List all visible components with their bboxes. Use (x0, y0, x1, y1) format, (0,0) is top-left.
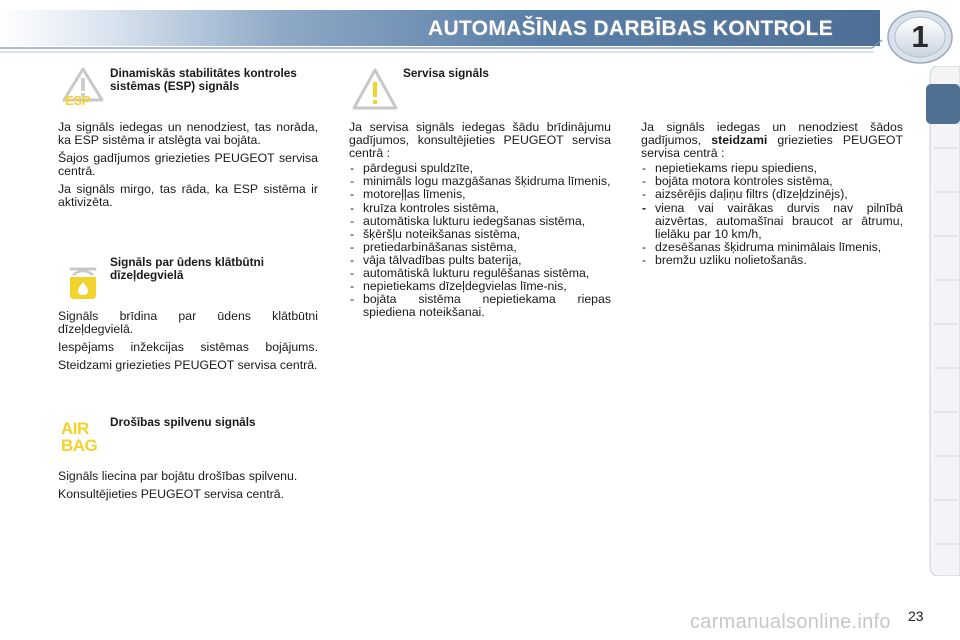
airbag-section-title: Drošības spilvenu signāls (110, 415, 256, 429)
list-item: - dzesēšanas šķidruma minimālais līmenis, (641, 241, 903, 254)
active-chapter-tab[interactable] (926, 84, 960, 124)
airbag-section-body (58, 470, 318, 506)
urgent-intro-before: Ja signāls iedegas un nenodziest šādos gadījumos, (641, 120, 903, 148)
chapter-title: AUTOMAŠĪNAS DARBĪBAS KONTROLE (428, 17, 833, 40)
urgent-intro (641, 121, 903, 160)
list-item: - automātiskā lukturu regulēšanas sistēma, (349, 267, 611, 280)
water-paragraph: Signāls brīdina par ūdens klātbūtni dīzeļdegvielā. (58, 309, 318, 337)
list-item: - automātiska lukturu iedegšanas sistēma, (349, 215, 611, 228)
airbag-icon-line1: AIR (61, 419, 89, 438)
urgent-list (641, 162, 903, 267)
list-item: - pārdegusi spuldzīte, (349, 162, 611, 175)
esp-warning-icon (60, 66, 106, 112)
list-item: - vāja tālvadības pults baterija, (349, 254, 611, 267)
urgent-section-body (641, 121, 903, 267)
list-item: - aizsērējis daļiņu filtrs (dīzeļdzinējs), (641, 188, 903, 201)
water-paragraph: Iespējams inžekcijas sistēmas bojājums. (58, 340, 318, 355)
urgent-intro-bold: steidzami (711, 133, 768, 148)
list-item: - šķēršļu noteikšanas sistēma, (349, 228, 611, 241)
esp-paragraph: Ja signāls iedegas un nenodziest, tas norāda, ka ESP sistēma ir atslēgta vai bojāta. (58, 120, 318, 148)
list-item: - bremžu uzliku nolietošanās. (641, 254, 903, 267)
service-section-title: Servisa signāls (403, 66, 489, 80)
list-item: - pretiedarbināšanas sistēma, (349, 241, 611, 254)
list-item: - kruīza kontroles sistēma, (349, 202, 611, 215)
service-intro: Ja servisa signāls iedegas šādu brīdinājumu gadījumos, konsultējieties PEUGEOT servisa centrā : (349, 120, 611, 161)
water-section-title: Signāls par ūdens klātbūtni dīzeļdegvielā (110, 255, 265, 282)
list-item: - bojāta sistēma nepietiekama riepas spiediena noteikšanai. (349, 293, 611, 319)
list-item: - viena vai vairākas durvis nav pilnībā aizvērtas, automašīnai braucot ar ātrumu, lielāku par 10 km/h, (641, 202, 903, 241)
list-item: - minimāls logu mazgāšanas šķidruma līmenis, (349, 175, 611, 188)
service-section-body (349, 121, 611, 319)
list-item: - nepietiekams riepu spiediens, (641, 162, 903, 175)
urgent-intro-after: griezieties PEUGEOT servisa centrā : (641, 133, 904, 161)
list-item: - motoreļļas līmenis, (349, 188, 611, 201)
chapter-header (0, 0, 960, 58)
chapter-number: 1 (911, 19, 929, 54)
watermark: carmanualsonline.info (690, 611, 891, 633)
esp-icon-label: ESP (65, 93, 91, 108)
airbag-paragraph: Signāls liecina par bojātu drošības spilvenu. (58, 469, 298, 483)
service-list (349, 162, 611, 319)
esp-section-title: Dinamiskās stabilitātes kontroles sistēmas (ESP) signāls (110, 66, 297, 93)
page-number: 23 (908, 608, 924, 624)
water-paragraph: Steidzami griezieties PEUGEOT servisa centrā. (58, 358, 318, 373)
esp-paragraph: Šajos gadījumos griezieties PEUGEOT servisa centrā. (58, 151, 318, 179)
water-section-body (58, 310, 318, 377)
chapter-tab-strip (924, 66, 960, 576)
tab-strip-shape (924, 66, 960, 576)
airbag-icon (61, 420, 107, 466)
esp-paragraph: Ja signāls mirgo, tas rāda, ka ESP sistēma ir aktivizēta. (58, 182, 318, 210)
water-in-fuel-icon (60, 257, 106, 303)
list-item: - nepietiekams dīzeļdegvielas līme-nis, (349, 280, 611, 293)
airbag-icon-line2: BAG (61, 436, 98, 455)
service-warning-icon (350, 66, 400, 114)
list-item: - bojāta motora kontroles sistēma, (641, 175, 903, 188)
esp-section-body (58, 121, 318, 215)
airbag-paragraph: Konsultējieties PEUGEOT servisa centrā. (58, 487, 284, 502)
